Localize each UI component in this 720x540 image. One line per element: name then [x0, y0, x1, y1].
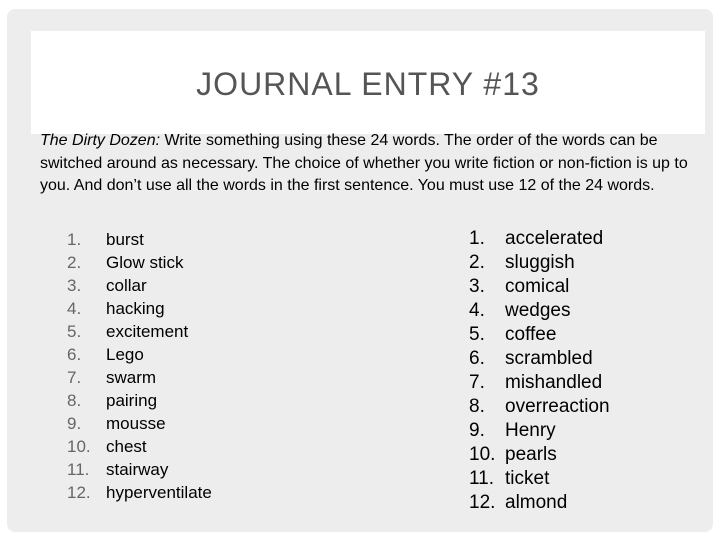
list-item-number: 1.	[67, 230, 82, 249]
list-item-number: 4.	[67, 299, 82, 318]
list-item	[67, 343, 212, 366]
list-item	[469, 467, 610, 491]
list-item	[469, 275, 610, 299]
list-item-word: Glow stick	[106, 253, 184, 272]
list-item-number: 3.	[469, 276, 485, 297]
list-item-word: stairway	[106, 460, 169, 479]
list-item-word: ticket	[505, 468, 550, 489]
title-box	[31, 31, 705, 134]
list-item	[67, 320, 212, 343]
list-item-word: collar	[106, 276, 147, 295]
list-item-word: mishandled	[505, 372, 603, 393]
list-item	[469, 419, 610, 443]
instructions-body: Write something using these 24 words. The order of the words can be switched around as necessary. The choice of whether you write fiction or non-fiction is up to you. And don’t use all the words in the first sentence. You must use 12 of the 24 words.	[40, 132, 688, 194]
slide-title: JOURNAL ENTRY #13	[196, 66, 540, 102]
list-item	[67, 274, 212, 297]
list-item	[469, 371, 610, 395]
list-item	[469, 347, 610, 371]
list-item-word: coffee	[505, 324, 557, 345]
list-item-number: 1.	[469, 228, 485, 249]
list-item-number: 12.	[469, 492, 496, 513]
list-item-word: pearls	[505, 444, 557, 465]
list-item-number: 11.	[67, 460, 90, 479]
list-item-word: scrambled	[505, 348, 593, 369]
list-item-number: 9.	[67, 414, 82, 433]
list-item-number: 2.	[469, 252, 485, 273]
list-item-number: 11.	[469, 468, 495, 489]
list-item-word: mousse	[106, 414, 166, 433]
list-item	[469, 323, 610, 347]
list-item-number: 8.	[67, 391, 82, 410]
list-item-word: wedges	[505, 300, 571, 321]
list-item	[67, 389, 212, 412]
list-item-number: 10.	[469, 444, 496, 465]
list-item-number: 4.	[469, 300, 485, 321]
instructions-text	[40, 130, 690, 198]
list-item-word: Henry	[505, 420, 556, 441]
list-item	[469, 395, 610, 419]
list-item-number: 5.	[469, 324, 485, 345]
word-list-left	[67, 228, 212, 504]
list-item	[67, 435, 212, 458]
list-item	[67, 297, 212, 320]
word-list-right	[469, 227, 610, 515]
list-item-word: excitement	[106, 322, 189, 341]
list-item-number: 9.	[469, 420, 485, 441]
list-item	[67, 481, 212, 504]
list-item-word: swarm	[106, 368, 157, 387]
list-item-number: 7.	[469, 372, 485, 393]
list-item-number: 2.	[67, 253, 82, 272]
list-item-word: pairing	[106, 391, 158, 410]
list-item-number: 10.	[67, 437, 91, 456]
list-item	[469, 299, 610, 323]
list-item-number: 6.	[67, 345, 82, 364]
list-item-number: 8.	[469, 396, 485, 417]
list-item-number: 5.	[67, 322, 82, 341]
list-item	[469, 251, 610, 275]
list-item-number: 6.	[469, 348, 485, 369]
list-item-word: comical	[505, 276, 570, 297]
list-item-word: hacking	[106, 299, 165, 318]
list-item	[67, 366, 212, 389]
list-item-number: 7.	[67, 368, 82, 387]
list-item-word: chest	[106, 437, 147, 456]
list-item-word: overreaction	[505, 396, 610, 417]
list-item-number: 12.	[67, 483, 91, 502]
list-item	[67, 458, 212, 481]
list-item-number: 3.	[67, 276, 82, 295]
list-item-word: sluggish	[505, 252, 575, 273]
list-item	[469, 443, 610, 467]
list-item-word: accelerated	[505, 228, 604, 249]
list-item	[469, 491, 610, 515]
list-item-word: hyperventilate	[106, 483, 212, 502]
list-item	[67, 228, 212, 251]
list-item	[67, 412, 212, 435]
list-item-word: almond	[505, 492, 568, 513]
list-item	[469, 227, 610, 251]
instructions-lead: The Dirty Dozen:	[40, 132, 161, 149]
list-item-word: burst	[106, 230, 144, 249]
list-item	[67, 251, 212, 274]
list-item-word: Lego	[106, 345, 144, 364]
